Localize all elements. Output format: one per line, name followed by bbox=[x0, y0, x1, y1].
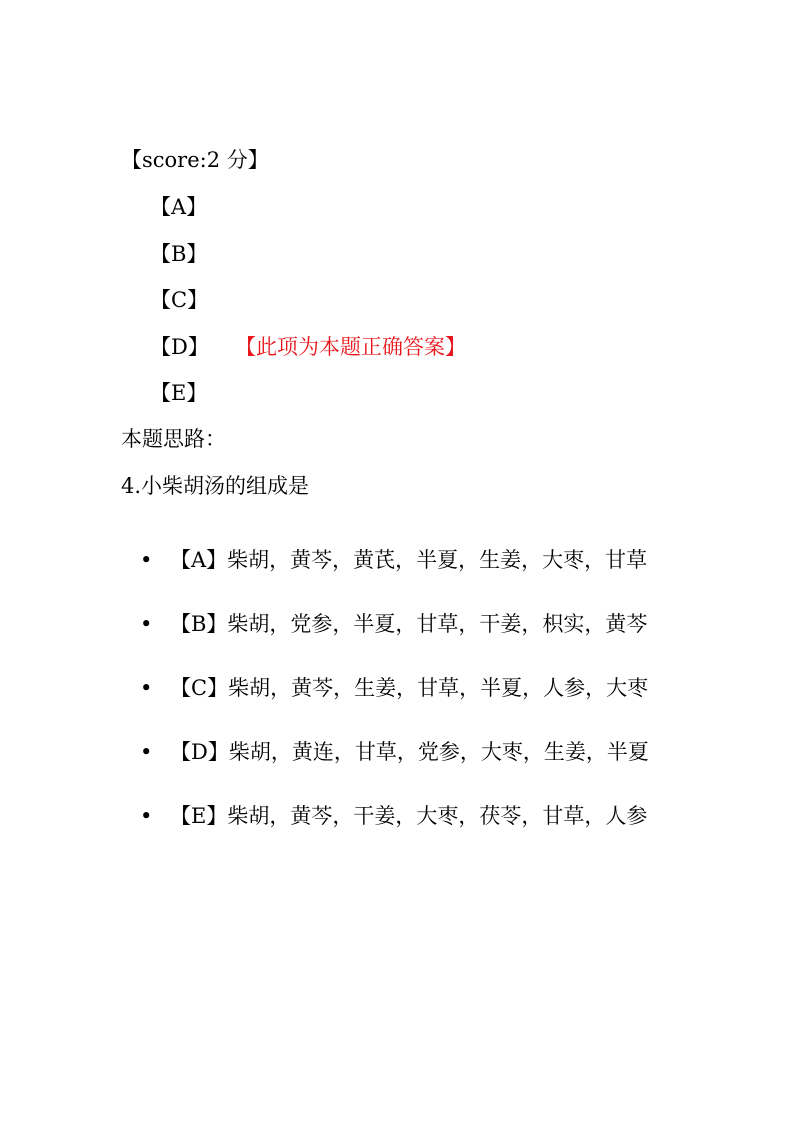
correct-answer-marker: 【此项为本题正确答案】 bbox=[235, 335, 466, 359]
choice-item-b bbox=[140, 601, 660, 647]
choice-list bbox=[140, 537, 660, 857]
choice-item-d bbox=[140, 729, 660, 775]
bullet-icon: • bbox=[140, 804, 153, 828]
option-b-label: 【B】 bbox=[150, 242, 208, 266]
choice-text: 【C】柴胡，黄芩，生姜，甘草，半夏，人参，大枣 bbox=[170, 676, 649, 700]
option-e-label: 【E】 bbox=[150, 381, 208, 405]
question-title: 4.小柴胡汤的组成是 bbox=[121, 474, 310, 498]
choice-text: 【D】柴胡，黄连，甘草，党参，大枣，生姜，半夏 bbox=[170, 740, 649, 764]
choice-item-e bbox=[140, 793, 660, 839]
bullet-icon: • bbox=[140, 548, 153, 572]
score-label: 【score:2 分】 bbox=[121, 148, 269, 172]
bullet-icon: • bbox=[140, 676, 153, 700]
choice-text: 【A】柴胡，黄芩，黄芪，半夏，生姜，大枣，甘草 bbox=[170, 548, 648, 572]
choice-text: 【B】柴胡，党参，半夏，甘草，干姜，枳实，黄芩 bbox=[170, 612, 648, 636]
choice-text: 【E】柴胡，黄芩，干姜，大枣，茯苓，甘草，人参 bbox=[170, 804, 648, 828]
bullet-icon: • bbox=[140, 612, 153, 636]
choice-item-c bbox=[140, 665, 660, 711]
option-d-label: 【D】 bbox=[150, 335, 209, 359]
option-c-label: 【C】 bbox=[150, 288, 209, 312]
choice-item-a bbox=[140, 537, 660, 583]
solution-thinking-label: 本题思路： bbox=[121, 427, 226, 451]
bullet-icon: • bbox=[140, 740, 153, 764]
option-a-label: 【A】 bbox=[150, 195, 208, 219]
